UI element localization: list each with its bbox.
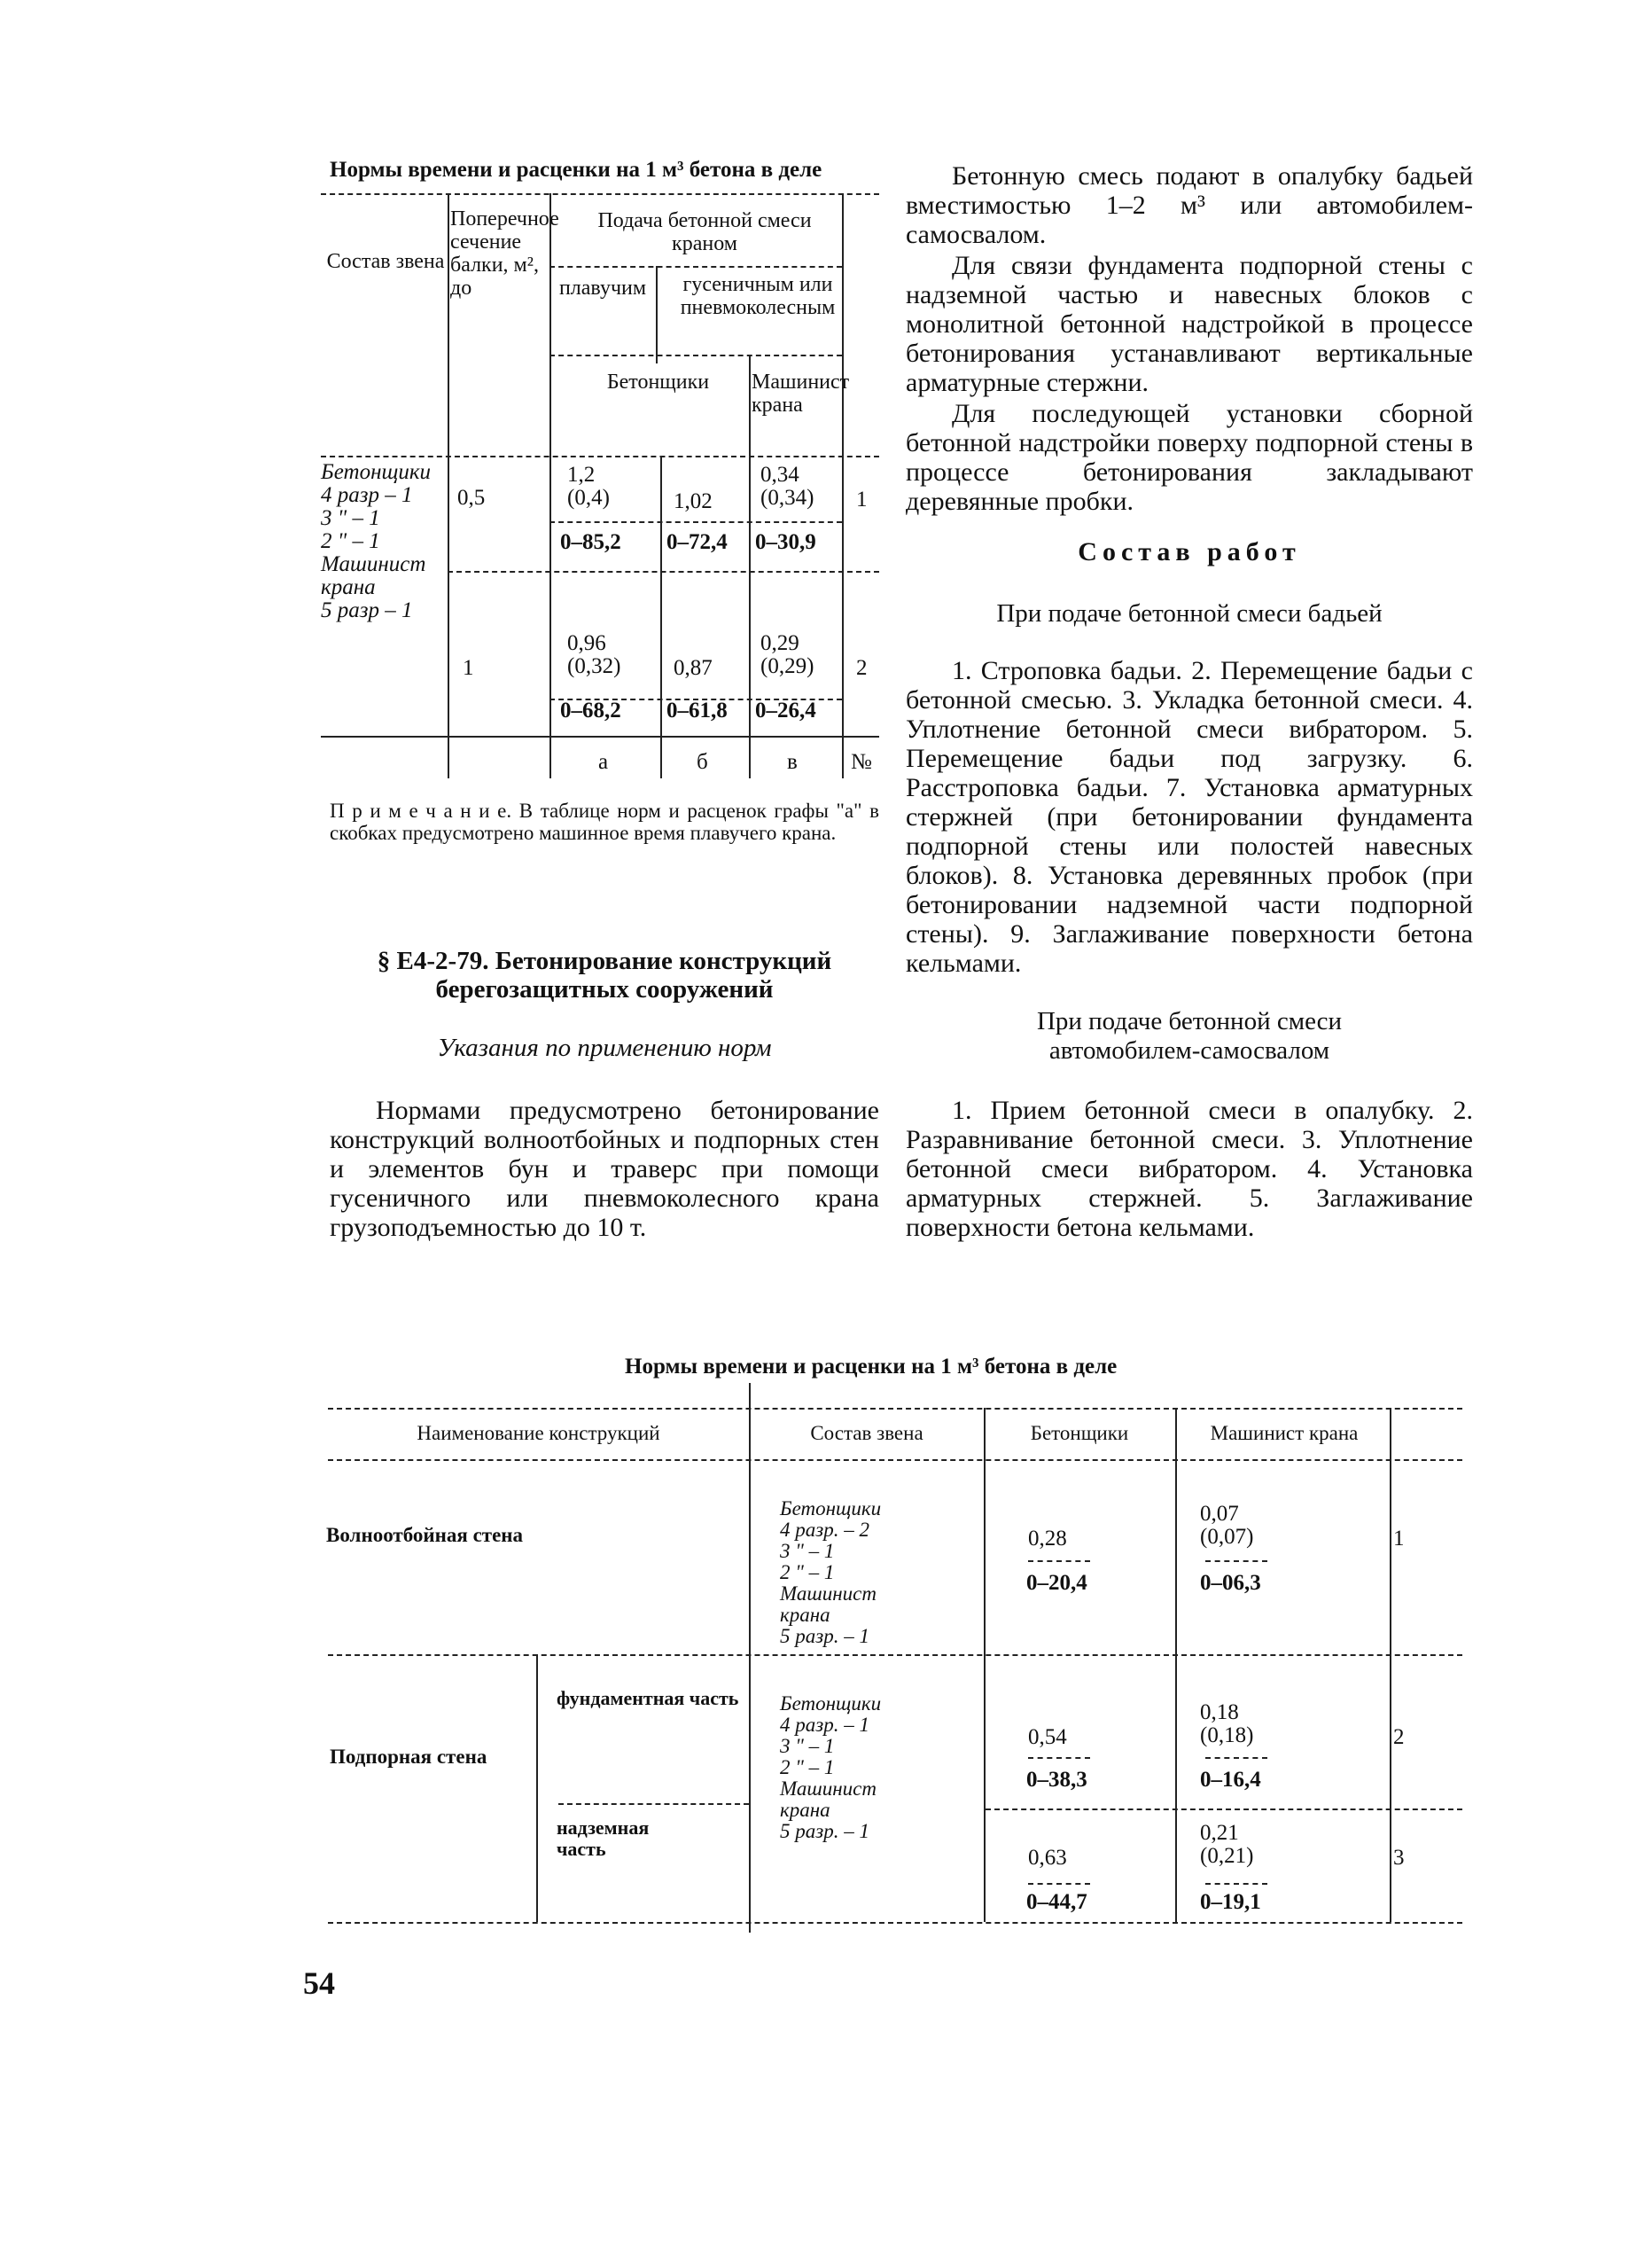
t2-r2-op-bottom: 0–16,4: [1200, 1768, 1261, 1792]
t1-col-num: №: [851, 750, 872, 774]
t1-r2-c-par: (0,29): [760, 654, 814, 678]
t1-r1-a-bottom: 0–85,2: [560, 530, 621, 554]
page-number: 54: [303, 1965, 335, 2001]
table2-caption: Нормы времени и расценки на 1 м³ бетона в деле: [625, 1355, 1118, 1379]
t2-r1-op-par: (0,07): [1200, 1525, 1254, 1549]
t1-r2-a-top: 0,96: [567, 631, 606, 655]
t2-header-crew: Состав звена: [810, 1422, 923, 1444]
t1-r1-c-bottom: 0–30,9: [755, 530, 816, 554]
t1-header-floating: плавучим: [558, 277, 647, 300]
section-paragraph: Нормами предусмотрено бетонирование конструкций волноотбойных и подпорных стен и элементов бун и траверс при помощи гусеничного или пневмоколесного крана грузоподъемностью до 10 т.: [330, 1096, 879, 1242]
t1-r1-a-par: (0,4): [567, 486, 610, 510]
t1-r2-c-bottom: 0–26,4: [755, 699, 816, 723]
t2-r3-op-bottom: 0–19,1: [1200, 1890, 1261, 1914]
t2-r2-num: 2: [1393, 1725, 1405, 1749]
section-subtitle: Указания по применению норм: [437, 1034, 772, 1062]
t2-r1-num: 1: [1393, 1527, 1405, 1551]
t1-r1-c-top: 0,34: [760, 463, 799, 487]
work-list2: 1. Прием бетонной смеси в опалубку. 2. Разравнивание бетонной смеси. 3. Уплотнение бетонной смеси вибратором. 4. Установка арматурных стержней. 5. Заглаживание поверхности бетона кельмами.: [906, 1096, 1473, 1242]
t2-r2-conc-top: 0,54: [1028, 1725, 1067, 1749]
t2-r3-num: 3: [1393, 1846, 1405, 1870]
work-sub2: При подаче бетонной смеси автомобилем-самосвалом: [1036, 1007, 1343, 1065]
t1-crew: Бетонщики 4 разр – 1 3 " – 1 2 " – 1 Машинист крана 5 разр – 1: [321, 460, 432, 622]
t2-r1-name: Волноотбойная стена: [326, 1524, 524, 1546]
t1-header-supply: Подача бетонной смеси краном: [597, 209, 812, 255]
rc-p3: Для последующей установки сборной бетонной надстройки поверху подпорной стены в процессе бетонирования закладывают деревянные пробки.: [906, 399, 1473, 516]
rc-p2: Для связи фундамента подпорной стены с надземной частью и навесных блоков с монолитной бетонной надстройкой в процессе бетонирования устанавливают вертикальные арматурные стержни.: [906, 251, 1473, 397]
t1-col-a: а: [598, 750, 609, 774]
t2-group-name: Подпорная стена: [330, 1746, 487, 1768]
t1-r1-b-bottom: 0–72,4: [666, 530, 728, 554]
rc-p1: Бетонную смесь подают в опалубку бадьей вместимостью 1–2 м³ или автомобилем-самосвалом.: [906, 161, 1473, 249]
t2-r2-crew: Бетонщики 4 разр. – 1 3 " – 1 2 " – 1 Машинист крана 5 разр. – 1: [780, 1692, 882, 1842]
t1-header-concreters: Бетонщики: [606, 371, 710, 394]
t1-header-beam: Поперечное сечение балки, м², до: [450, 207, 559, 300]
work-title: Состав работ: [1078, 537, 1301, 566]
t1-r2-c-top: 0,29: [760, 631, 799, 655]
t2-r1-op-bottom: 0–06,3: [1200, 1571, 1261, 1595]
t2-r2-conc-bottom: 0–38,3: [1026, 1768, 1087, 1792]
section-title: § Е4-2-79. Бетонирование конструкций берегозащитных сооружений: [377, 947, 832, 1004]
t1-r2-num: 2: [856, 656, 868, 680]
t2-r3-op-top: 0,21: [1200, 1821, 1239, 1845]
right-column-text: [906, 161, 1473, 518]
t2-r3-conc-bottom: 0–44,7: [1026, 1890, 1087, 1914]
t1-header-crew: Состав звена: [326, 250, 445, 273]
t1-r1-a-top: 1,2: [567, 463, 596, 487]
t1-header-operator: Машинист крана: [752, 371, 850, 417]
t1-r2-beam: 1: [463, 656, 474, 680]
t2-header-concreters: Бетонщики: [1030, 1422, 1129, 1444]
t2-r1-crew: Бетонщики 4 разр. – 2 3 " – 1 2 " – 1 Машинист крана 5 разр. – 1: [780, 1497, 882, 1647]
table1-caption: Нормы времени и расценки на 1 м³ бетона в деле: [330, 158, 822, 182]
t2-r3-conc-top: 0,63: [1028, 1846, 1067, 1870]
t2-r2-op-par: (0,18): [1200, 1723, 1254, 1747]
table1-note: П р и м е ч а н и е. В таблице норм и расценок графы "а" в скобках предусмотрено машинное время плавучего крана.: [330, 800, 879, 844]
t2-r3-op-par: (0,21): [1200, 1844, 1254, 1868]
t2-header-operator: Машинист крана: [1210, 1422, 1359, 1444]
t2-r1-conc-bottom: 0–20,4: [1026, 1571, 1087, 1595]
t1-r1-num: 1: [856, 488, 868, 512]
work-sub1: При подаче бетонной смеси бадьей: [996, 599, 1383, 628]
t1-r2-b-top: 0,87: [674, 656, 713, 680]
t1-r2-a-par: (0,32): [567, 654, 621, 678]
t1-r1-b-top: 1,02: [674, 489, 713, 513]
t2-r1-op-top: 0,07: [1200, 1502, 1239, 1526]
t2-r1-conc-top: 0,28: [1028, 1527, 1067, 1551]
work-list1: 1. Строповка бадьи. 2. Перемещение бадьи с бетонной смесью. 3. Укладка бетонной смеси. 4. Уплотнение бетонной смеси вибратором. 5. Перемещение бадьи под загрузку. 6. Расстроповка бадьи. 7. Установка арматурных стержней (при бетонировании фундамента подпорной стены или полостей навесных блоков). 8. Установка деревянных пробок (при бетонировании надземной части подпорной стены). 9. Заглаживание поверхности бетона кельмами.: [906, 656, 1473, 978]
t2-r2-part: фундаментная часть: [557, 1687, 739, 1709]
t2-r2-op-top: 0,18: [1200, 1700, 1239, 1724]
t1-col-b: б: [697, 750, 708, 774]
t2-r3-part: надземная часть: [557, 1816, 650, 1860]
t2-header-name: Наименование конструкций: [417, 1422, 660, 1444]
t1-header-crawler: гусеничным или пневмоколесным: [680, 273, 836, 319]
t1-r2-a-bottom: 0–68,2: [560, 699, 621, 723]
t1-r1-beam: 0,5: [457, 486, 486, 510]
t1-r2-b-bottom: 0–61,8: [666, 699, 728, 723]
t1-col-c: в: [787, 750, 798, 774]
t1-r1-c-par: (0,34): [760, 486, 814, 510]
